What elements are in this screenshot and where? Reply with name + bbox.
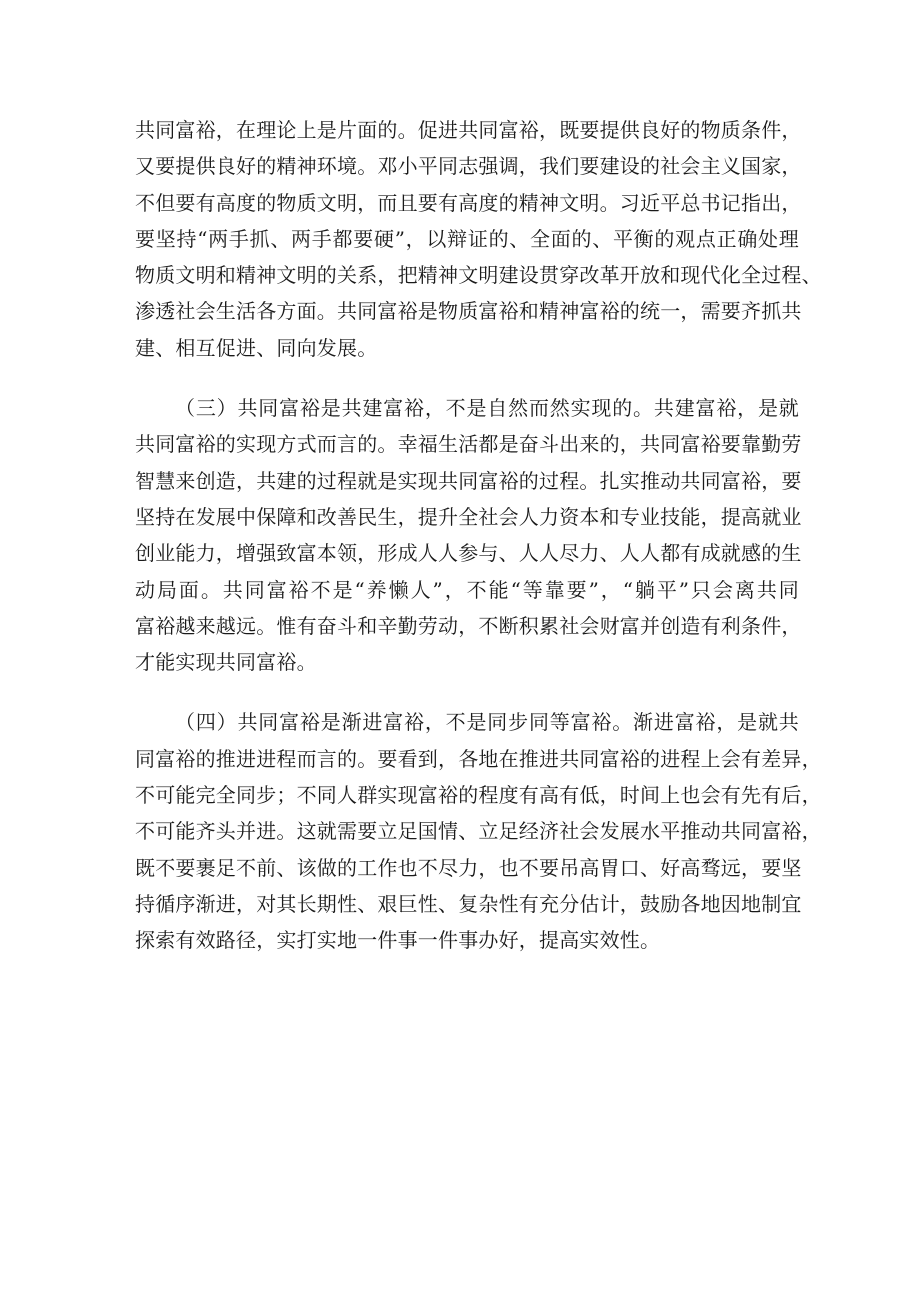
text-line: 要坚持“两手抓、两手都要硬”，以辩证的、全面的、平衡的观点正确处理: [135, 226, 799, 251]
document-page: [135, 112, 822, 959]
paragraph-material-spiritual: [135, 112, 822, 366]
text-line: 探索有效路径，实打实地一件事一件事办好，提高实效性。: [135, 928, 661, 953]
paragraph-section-four: [135, 704, 822, 958]
text-line: 不可能完全同步；不同人群实现富裕的程度有高有低，时间上也会有先有后，: [135, 783, 822, 808]
text-line: 不但要有高度的物质文明，而且要有高度的精神文明。习近平总书记指出，: [135, 190, 802, 215]
text-line: 又要提供良好的精神环境。邓小平同志强调，我们要建设的社会主义国家，: [135, 154, 802, 179]
text-line: 同富裕的推进进程而言的。要看到，各地在推进共同富裕的进程上会有差异，: [135, 746, 822, 771]
text-line: 动局面。共同富裕不是“养懒人”，不能“等靠要”，“躺平”只会离共同: [135, 577, 799, 602]
text-line: 物质文明和精神文明的关系，把精神文明建设贯穿改革开放和现代化全过程、: [135, 263, 822, 288]
text-line-indented: （三）共同富裕是共建富裕，不是自然而然实现的。共建富裕，是就: [175, 396, 799, 421]
text-line: 智慧来创造，共建的过程就是实现共同富裕的过程。扎实推动共同富裕，要: [135, 468, 802, 493]
text-line: 建、相互促进、同向发展。: [135, 335, 378, 360]
text-line: 才能实现共同富裕。: [135, 650, 317, 675]
text-line: 共同富裕的实现方式而言的。幸福生活都是奋斗出来的，共同富裕要靠勤劳: [135, 432, 802, 457]
paragraph-section-three: [135, 390, 802, 680]
text-line: 共同富裕，在理论上是片面的。促进共同富裕，既要提供良好的物质条件，: [135, 118, 802, 142]
text-line: 富裕越来越远。惟有奋斗和辛勤劳动，不断积累社会财富并创造有利条件，: [135, 613, 802, 638]
text-line: 持循序渐进，对其长期性、艰巨性、复杂性有充分估计，鼓励各地因地制宜: [135, 891, 802, 916]
text-line: 既不要裹足不前、该做的工作也不尽力，也不要吊高胃口、好高骛远，要坚: [135, 855, 802, 880]
text-line: 渗透社会生活各方面。共同富裕是物质富裕和精神富裕的统一，需要齐抓共: [135, 299, 802, 324]
text-line: 创业能力，增强致富本领，形成人人参与、人人尽力、人人都有成就感的生: [135, 541, 802, 566]
text-line: 不可能齐头并进。这就需要立足国情、立足经济社会发展水平推动共同富裕，: [135, 819, 822, 844]
text-line: 坚持在发展中保障和改善民生，提升全社会人力资本和专业技能，提高就业: [135, 504, 802, 529]
text-line-indented: （四）共同富裕是渐进富裕，不是同步同等富裕。渐进富裕，是就共: [175, 710, 799, 735]
